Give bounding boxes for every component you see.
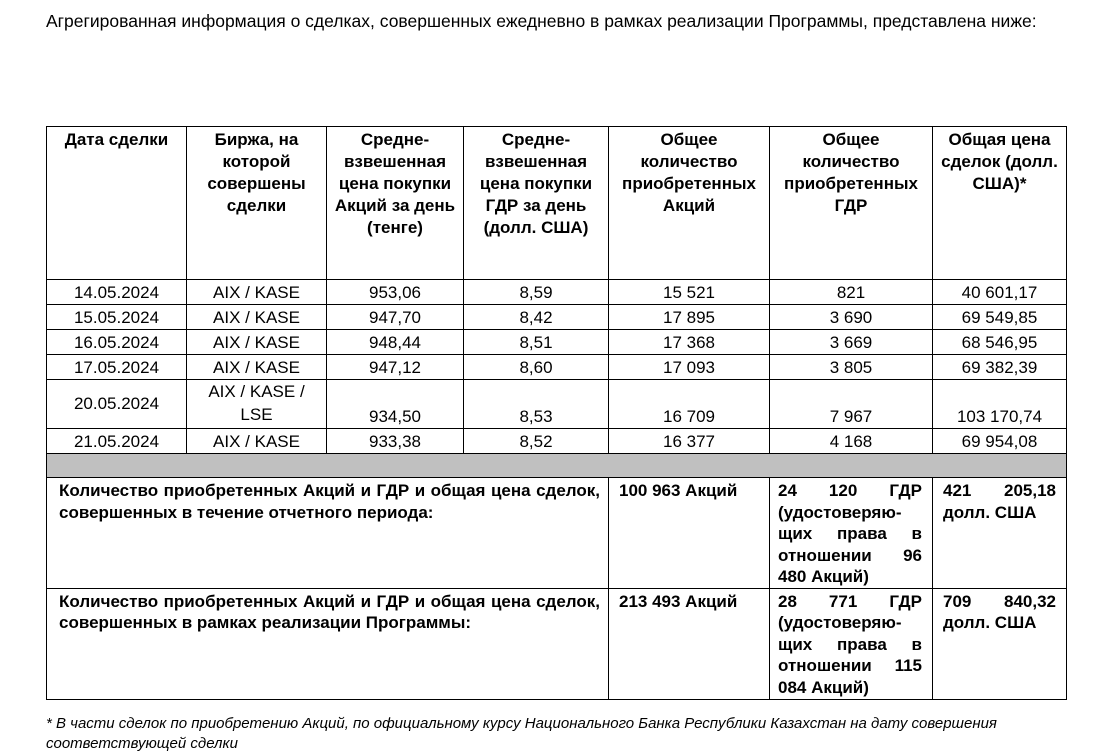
column-header-date: Дата сделки — [47, 127, 187, 280]
table-row — [47, 330, 1067, 355]
cell-date: 17.05.2024 — [47, 355, 187, 380]
table-row — [47, 355, 1067, 380]
cell-exchange: AIX / KASE — [187, 355, 327, 380]
table-row — [47, 280, 1067, 305]
table-row — [47, 305, 1067, 330]
separator-row — [47, 454, 1067, 478]
cell-share-price: 947,70 — [327, 305, 464, 330]
column-header-exchange: Биржа, на которой совершены сделки — [187, 127, 327, 280]
cell-exchange: AIX / KASE — [187, 429, 327, 454]
column-header-gdr-count: Общее количество приобретенных ГДР — [770, 127, 933, 280]
summary-gdrs: 28 771 ГДР (удостоверяю-щих права в отношении 115 084 Акций) — [770, 588, 933, 699]
cell-date: 14.05.2024 — [47, 280, 187, 305]
cell-gdrs: 3 669 — [770, 330, 933, 355]
cell-date: 21.05.2024 — [47, 429, 187, 454]
cell-shares: 17 895 — [609, 305, 770, 330]
column-header-shares-count: Общее количество приобретенных Акций — [609, 127, 770, 280]
cell-gdrs: 3 690 — [770, 305, 933, 330]
cell-total: 69 549,85 — [933, 305, 1067, 330]
separator-cell — [47, 454, 1067, 478]
cell-total: 69 954,08 — [933, 429, 1067, 454]
summary-shares: 213 493 Акций — [609, 588, 770, 699]
cell-share-price: 948,44 — [327, 330, 464, 355]
summary-row-program — [47, 588, 1067, 699]
cell-share-price: 934,50 — [327, 380, 464, 429]
cell-gdrs: 3 805 — [770, 355, 933, 380]
cell-share-price: 947,12 — [327, 355, 464, 380]
cell-exchange: AIX / KASE / LSE — [187, 380, 327, 429]
cell-total: 40 601,17 — [933, 280, 1067, 305]
table-row — [47, 380, 1067, 429]
cell-gdrs: 7 967 — [770, 380, 933, 429]
table-header-row — [47, 127, 1067, 280]
cell-exchange: AIX / KASE — [187, 280, 327, 305]
column-header-share-price: Средне-взвешенная цена покупки Акций за день (тенге) — [327, 127, 464, 280]
cell-date: 20.05.2024 — [47, 380, 187, 429]
table-row — [47, 429, 1067, 454]
cell-total: 103 170,74 — [933, 380, 1067, 429]
cell-date: 15.05.2024 — [47, 305, 187, 330]
intro-paragraph: Агрегированная информация о сделках, совершенных ежедневно в рамках реализации Программы, представлена ниже: — [46, 11, 1037, 31]
summary-total: 709 840,32 долл. США — [933, 588, 1067, 699]
cell-gdrs: 821 — [770, 280, 933, 305]
summary-label: Количество приобретенных Акций и ГДР и общая цена сделок, совершенных в рамках реализации Программы: — [47, 588, 609, 699]
cell-total: 69 382,39 — [933, 355, 1067, 380]
summary-total: 421 205,18 долл. США — [933, 478, 1067, 589]
cell-gdr-price: 8,42 — [464, 305, 609, 330]
cell-share-price: 953,06 — [327, 280, 464, 305]
cell-gdr-price: 8,60 — [464, 355, 609, 380]
cell-total: 68 546,95 — [933, 330, 1067, 355]
cell-shares: 16 377 — [609, 429, 770, 454]
summary-shares: 100 963 Акций — [609, 478, 770, 589]
cell-gdr-price: 8,53 — [464, 380, 609, 429]
deals-table — [46, 126, 1067, 700]
footnote: * В части сделок по приобретению Акций, по официальному курсу Национального Банка Республики Казахстан на дату совершения соответствующей сделки — [46, 715, 997, 752]
column-header-gdr-price: Средне-взвешенная цена покупки ГДР за день (долл. США) — [464, 127, 609, 280]
cell-exchange: AIX / KASE — [187, 330, 327, 355]
cell-date: 16.05.2024 — [47, 330, 187, 355]
cell-shares: 16 709 — [609, 380, 770, 429]
cell-shares: 17 368 — [609, 330, 770, 355]
summary-row-period — [47, 478, 1067, 589]
summary-gdrs: 24 120 ГДР (удостоверяю-щих права в отношении 96 480 Акций) — [770, 478, 933, 589]
cell-exchange: AIX / KASE — [187, 305, 327, 330]
cell-shares: 15 521 — [609, 280, 770, 305]
cell-gdr-price: 8,52 — [464, 429, 609, 454]
cell-share-price: 933,38 — [327, 429, 464, 454]
column-header-total: Общая цена сделок (долл. США)* — [933, 127, 1067, 280]
cell-shares: 17 093 — [609, 355, 770, 380]
cell-gdr-price: 8,51 — [464, 330, 609, 355]
summary-label: Количество приобретенных Акций и ГДР и общая цена сделок, совершенных в течение отчетного периода: — [47, 478, 609, 589]
cell-gdr-price: 8,59 — [464, 280, 609, 305]
cell-gdrs: 4 168 — [770, 429, 933, 454]
